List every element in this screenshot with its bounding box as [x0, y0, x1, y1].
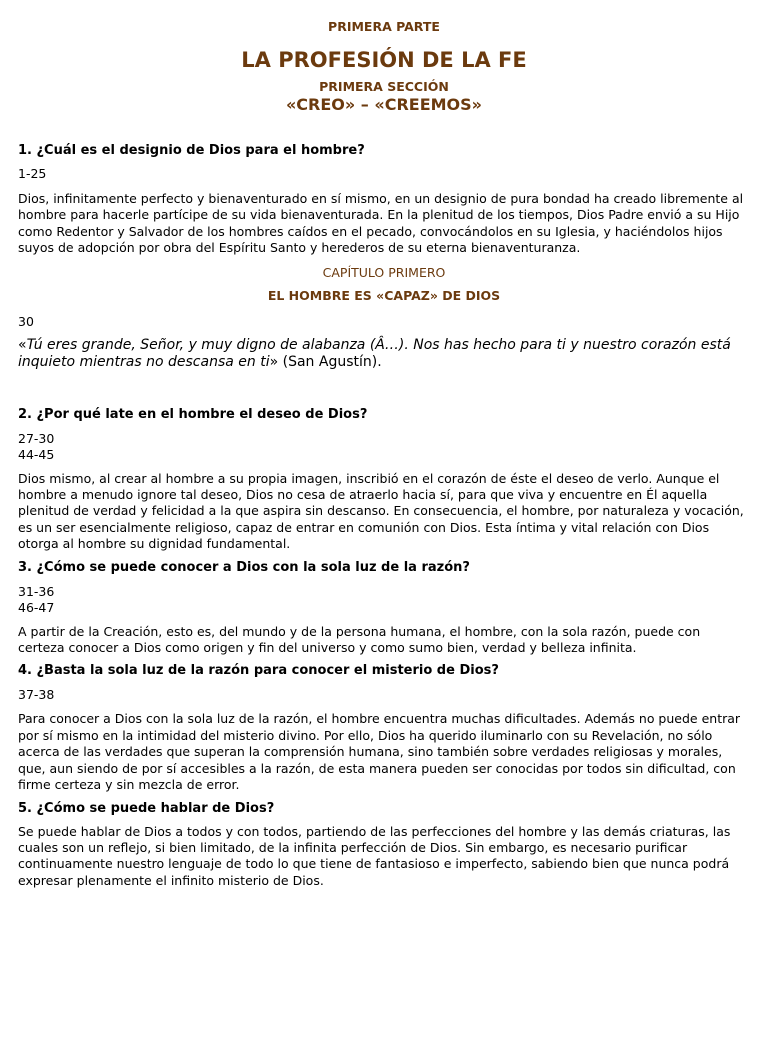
- question-5: 5. ¿Cómo se puede hablar de Dios?: [18, 800, 275, 816]
- question-4-refs: 37-38: [18, 687, 55, 703]
- chapter-label: CAPÍTULO PRIMERO: [322, 264, 446, 280]
- quote-text: Tú eres grande, Señor, y muy digno de alabanza (Â…). Nos has hecho para ti y nuestro corazón está inquieto mientras no descansa en ti: [18, 336, 731, 371]
- question-2-refs-1: 27-30: [18, 430, 55, 446]
- chapter-ref: 30: [18, 313, 34, 329]
- question-2-answer: Dios mismo, al crear al hombre a su propia imagen, inscribió en el corazón de éste el deseo de verlo. Aunque el hombre a menudo ignore tal deseo, Dios no cesa de atraerlo hacia sí, para que viva y encuentre en Él aquella plenitud de verdad y felicidad a la que aspira sin descanso. En consecuencia, el hombre, por naturaleza y vocación, es un ser esencialmente religioso, capaz de entrar en comunión con Dios. Esta íntima y vital relación con Dios otorga al hombre su dignidad fundamental.: [18, 470, 744, 552]
- document-page: [0, 19, 768, 889]
- question-1-answer: Dios, infinitamente perfecto y bienaventurado en sí mismo, en un designio de pura bondad ha creado libremente al hombre para hacerle partícipe de su vida bienaventurada. En la plenitud de los tiempos, Dios Padre envió a su Hijo como Redentor y Salvador de los hombres caídos en el pecado, convocándolos en su Iglesia, y haciéndolos hijos suyos de adopción por obra del Espíritu Santo y herederos de su eterna bienaventuranza.: [18, 191, 744, 256]
- question-2-refs-2: 44-45: [18, 446, 55, 462]
- question-1-refs: 1-25: [18, 166, 47, 181]
- question-3-refs-1: 31-36: [18, 583, 55, 599]
- question-2: 2. ¿Por qué late en el hombre el deseo de Dios?: [18, 406, 368, 422]
- question-3: 3. ¿Cómo se puede conocer a Dios con la sola luz de la razón?: [18, 559, 470, 575]
- question-4-answer: Para conocer a Dios con la sola luz de la razón, el hombre encuentra muchas dificultades. Además no puede entrar por sí mismo en la intimidad del misterio divino. Por ello, Dios ha querido iluminarlo con su Revelación, no sólo acerca de las verdades que superan la comprensión humana, sino también sobre verdades religiosas y morales, que, aun siendo de por sí accesibles a la razón, de esta manera pueden ser conocidas por todos sin dificultad, con firme certeza y sin mezcla de error.: [18, 711, 741, 793]
- chapter-quote: [18, 337, 750, 372]
- section-subtitle: «CREO» – «CREEMOS»: [285, 95, 483, 114]
- quote-open: «: [18, 336, 27, 353]
- question-3-answer: A partir de la Creación, esto es, del mundo y de la persona humana, el hombre, con la sola razón, puede con certeza conocer a Dios como origen y fin del universo y como sumo bien, verdad y belleza infinita.: [18, 623, 701, 656]
- question-4: 4. ¿Basta la sola luz de la razón para conocer el misterio de Dios?: [18, 663, 499, 679]
- chapter-title: EL HOMBRE ES «CAPAZ» DE DIOS: [267, 287, 501, 303]
- page-title: LA PROFESIÓN DE LA FE: [241, 48, 527, 72]
- question-1: 1. ¿Cuál es el designio de Dios para el hombre?: [18, 143, 365, 158]
- quote-attribution: » (San Agustín).: [269, 354, 382, 371]
- section-heading: PRIMERA SECCIÓN: [319, 79, 449, 94]
- question-3-refs-2: 46-47: [18, 599, 55, 615]
- part-heading: PRIMERA PARTE: [328, 19, 440, 34]
- question-5-answer: Se puede hablar de Dios a todos y con todos, partiendo de las perfecciones del hombre y las demás criaturas, las cuales son un reflejo, si bien limitado, de la infinita perfección de Dios. Sin embargo, es necesario purificar continuamente nuestro lenguaje de todo lo que tiene de fantasioso e imperfecto, sabiendo bien que nunca podrá expresar plenamente el infinito misterio de Dios.: [18, 823, 731, 888]
